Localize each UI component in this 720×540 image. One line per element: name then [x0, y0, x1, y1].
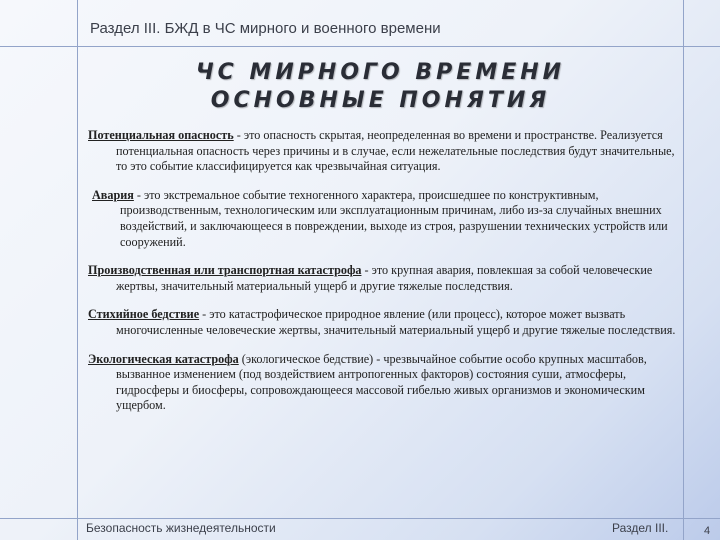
definition-text: - это экстремальное событие техногенного характера, происшедшее по конструктивным, производственным, технологическим или эксплуатационным причинам, либо из-за случайных внешних воздействий, и заключающееся в повреждении, выходе из строя, разрушении технических устройств или сооружений.	[120, 187, 668, 249]
definition-text: (экологическое бедствие) - чрезвычайное событие особо крупных масштабов, вызванное изменением (под воздействием антропогенных факторов) состояния суши, атмосферы, гидросферы и биосферы, сопровождающееся массовой гибелью живых организмов и экономическим ущербом.	[116, 351, 647, 413]
definition-text: - это крупная авария, повлекшая за собой человеческие жертвы, значительный материальный ущерб и другие тяжелые последствия.	[116, 263, 653, 293]
definition-term: Экологическая катастрофа	[88, 351, 239, 366]
right-border-line	[683, 0, 684, 540]
section-header: Раздел III. БЖД в ЧС мирного и военного времени	[90, 20, 441, 37]
footer-course-title: Безопасность жизнедеятельности	[86, 521, 276, 535]
header-divider	[0, 46, 720, 47]
slide-title: ЧС МИРНОГО ВРЕМЕНИ	[195, 60, 566, 85]
definition-term: Потенциальная опасность	[88, 128, 234, 142]
definition-term: Авария	[92, 187, 134, 202]
definitions-list	[88, 128, 678, 414]
footer-section-label: Раздел III.	[612, 521, 669, 535]
definition-term: Производственная или транспортная катастрофа	[88, 263, 362, 278]
slide-subtitle: ОСНОВНЫЕ ПОНЯТИЯ	[210, 88, 551, 113]
definition-item	[88, 188, 678, 250]
definition-item	[88, 128, 678, 175]
definition-text: - это опасность скрытая, неопределенная во времени и пространстве. Реализуется потенциальная опасность через причины и в случае, если нежелательные последствия будут значительные, то это событие классифицируется как чрезвычайная ситуация.	[116, 128, 675, 174]
footer-divider	[0, 518, 720, 519]
definition-term: Стихийное бедствие	[88, 307, 200, 322]
definition-item	[88, 352, 678, 414]
definition-text: - это катастрофическое природное явление (или процесс), которое может вызвать многочисленные человеческие жертвы, значительный материальный ущерб и другие тяжелые последствия.	[116, 307, 676, 337]
definition-item	[88, 263, 678, 294]
definition-item	[88, 307, 678, 338]
page-number: 4	[704, 525, 711, 537]
